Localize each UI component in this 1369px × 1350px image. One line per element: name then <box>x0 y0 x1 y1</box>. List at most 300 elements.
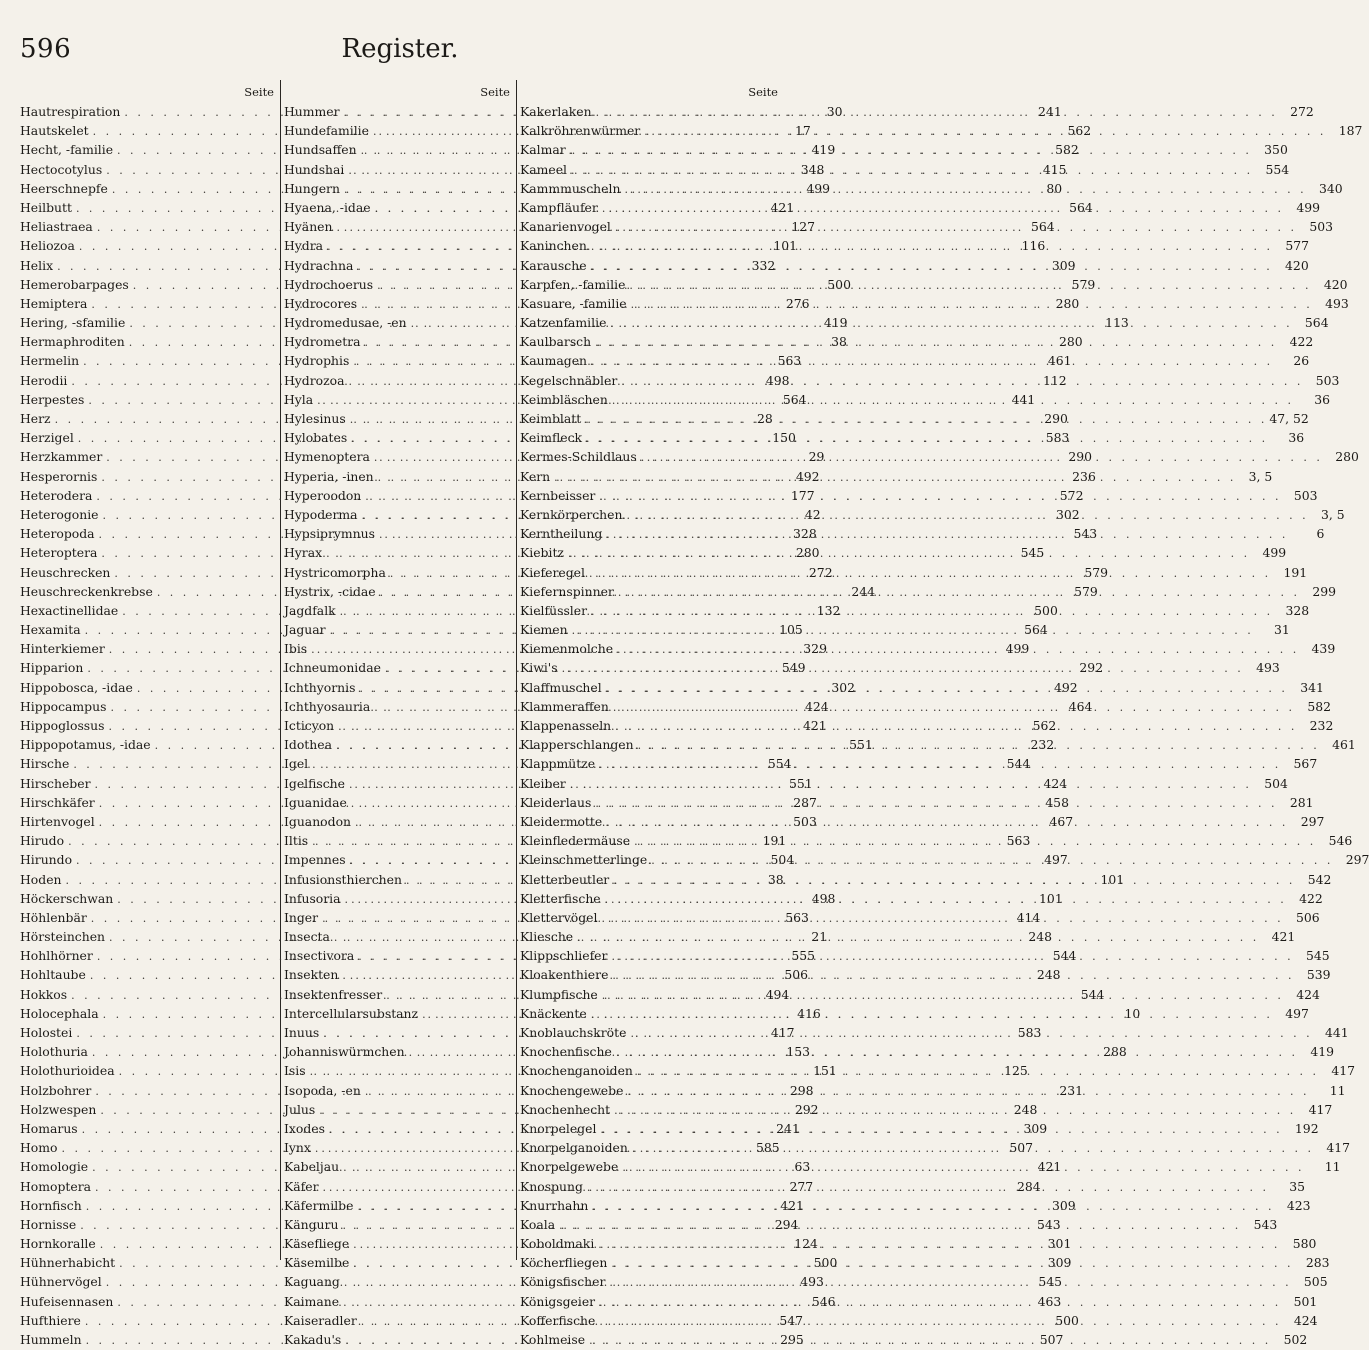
entry-page: 63 <box>794 1159 811 1175</box>
entry-term: Hexamita <box>20 622 81 638</box>
entry-term: Kiefernspinner <box>520 583 614 599</box>
entry-term: Hipparion <box>20 660 84 676</box>
leader-dots <box>583 1178 1269 1197</box>
entry-term: Knäckente <box>520 1005 587 1021</box>
entry-term: Knospung <box>520 1178 583 1194</box>
entry-page: 350 <box>1264 142 1288 158</box>
entry-term: Höckerschwan <box>20 890 114 906</box>
entry-page: 287 <box>793 794 817 810</box>
entry-page: 127 <box>791 219 815 235</box>
entry-page: 101 <box>1039 890 1063 906</box>
entry-page: 421 <box>1271 929 1296 945</box>
leader-dots <box>611 717 1297 736</box>
entry-term: Kasuare, -familie <box>520 295 627 311</box>
leader-dots <box>609 871 1295 890</box>
entry-term: Koala <box>520 1216 556 1232</box>
leader-dots <box>585 1331 1271 1350</box>
entry-page: 301 <box>1047 1236 1072 1252</box>
entry-term: Kleidermotte <box>520 813 603 829</box>
entry-term: Knochenhecht <box>520 1101 611 1117</box>
entry-term: Hundefamilie <box>284 123 369 139</box>
entry-page: 504 <box>770 852 795 868</box>
entry-term: Klettervögel <box>520 909 598 925</box>
entry-page: 153 <box>786 1044 811 1060</box>
entry-page: 502 <box>1283 1332 1308 1347</box>
entry-term: Heterodera <box>20 487 93 503</box>
entry-page: 461 <box>1332 737 1356 753</box>
entry-page: 497 <box>1044 852 1068 868</box>
leader-dots <box>637 448 1323 467</box>
entry-page: 26 <box>1293 353 1310 369</box>
entry-term: Käfermilbe <box>284 1197 354 1213</box>
entry-page: 500 <box>827 276 851 292</box>
entry-term: Inuus <box>284 1025 320 1040</box>
entry-page: 113 <box>1105 315 1129 331</box>
entry-page: 328 <box>793 526 817 542</box>
entry-term: Hesperornis <box>20 468 98 484</box>
entry-page: 297 <box>1300 813 1325 829</box>
entry-page: 458 <box>1045 794 1069 810</box>
entry-page: 545 <box>1305 948 1330 964</box>
entry-page: 498 <box>811 890 836 906</box>
entry-page: 577 <box>1285 238 1309 254</box>
entry-term: Insektenfresser <box>284 986 383 1002</box>
entry-term: Hering, -sfamilie <box>20 315 126 331</box>
entry-term: Homologie <box>20 1159 89 1175</box>
entry-term: Hyperoodon <box>284 487 362 503</box>
entry-term: Herzkammer <box>20 449 103 465</box>
entry-term: Kameel <box>520 161 568 177</box>
entry-page: 544 <box>1052 948 1077 964</box>
leader-dots <box>587 237 1273 256</box>
entry-page: 248 <box>1028 929 1053 945</box>
entry-page: 35 <box>1289 1178 1306 1194</box>
entry-term: Kohlmeise <box>520 1332 586 1347</box>
leader-dots <box>555 1216 1241 1235</box>
entry-term: Hühnerhabicht <box>20 1255 116 1271</box>
entry-term: Insecta <box>284 929 330 945</box>
entry-term: Insekten <box>284 967 339 983</box>
leader-dots <box>607 947 1293 966</box>
entry-page: 248 <box>1036 967 1061 983</box>
entry-term: Klammeraffen <box>520 698 609 714</box>
entry-term: Hörsteinchen <box>20 929 106 945</box>
entry-term: Koboldmaki <box>520 1236 595 1252</box>
entry-page: 294 <box>774 1216 799 1232</box>
entry-term: Karausche <box>520 257 587 273</box>
entry-term: Kakerlaken <box>520 104 592 119</box>
entry-page: 580 <box>1292 1236 1317 1252</box>
entry-page: 21 <box>811 929 828 945</box>
entry-term: Homarus <box>20 1120 78 1136</box>
entry-term: Igelfische <box>284 775 345 791</box>
entry-page: 292 <box>1079 660 1104 676</box>
entry-page: 332 <box>751 257 776 273</box>
entry-term: Knochenfische <box>520 1044 612 1060</box>
entry-term: Ixodes <box>284 1120 325 1136</box>
entry-term: Hemerobarpages <box>20 276 129 292</box>
leader-dots <box>607 1254 1293 1273</box>
entry-page: 248 <box>1013 1101 1038 1117</box>
leader-dots <box>558 659 1244 678</box>
entry-page: 28 <box>756 411 773 426</box>
leader-dots <box>582 429 1268 448</box>
entry-page: 30 <box>826 104 843 119</box>
entry-page: 551 <box>849 737 873 753</box>
entry-term: Igel <box>284 756 309 772</box>
entry-page: 132 <box>816 602 841 618</box>
entry-page: 497 <box>1285 1005 1309 1021</box>
entry-term: Hautrespiration <box>20 104 121 119</box>
entry-term: Känguru <box>284 1216 339 1232</box>
entry-term: Heuschreckenkrebse <box>20 583 153 599</box>
entry-term: Knochengewebe <box>520 1082 624 1098</box>
entry-page: 277 <box>789 1178 814 1194</box>
leader-dots <box>568 621 1254 640</box>
entry-term: Hornisse <box>20 1216 77 1232</box>
entry-page: 231 <box>1059 1082 1083 1098</box>
entry-term: Heterogonie <box>20 506 99 522</box>
entry-page: 439 <box>1311 641 1336 657</box>
entry-term: Klippschliefer <box>520 948 608 964</box>
leader-dots <box>587 352 1273 371</box>
entry-page: 29 <box>808 449 825 465</box>
entry-term: Karpfen, -familie <box>520 276 626 292</box>
leader-dots <box>608 966 1294 985</box>
entry-term: Hirtenvogel <box>20 813 95 829</box>
entry-term: Hühnervögel <box>20 1274 102 1290</box>
entry-page: 232 <box>1309 718 1334 733</box>
leader-dots <box>567 161 1253 180</box>
entry-term: Kloakenthiere <box>520 967 609 983</box>
entry-term: Klaffmuschel <box>520 679 602 695</box>
entry-page: 582 <box>1307 698 1332 714</box>
entry-page: 543 <box>1036 1216 1061 1232</box>
entry-page: 290 <box>1044 411 1068 426</box>
leader-dots <box>633 1062 1319 1081</box>
entry-page: 124 <box>794 1236 818 1252</box>
entry-page: 503 <box>1309 219 1334 235</box>
entry-term: Keimblatt <box>520 411 582 426</box>
entry-page: 101 <box>1100 871 1125 887</box>
entry-term: Holzwespen <box>20 1101 97 1117</box>
entry-page: 542 <box>1307 871 1332 887</box>
entry-term: Julus <box>284 1101 316 1117</box>
page-title: Register. <box>341 34 459 64</box>
entry-page: 564 <box>1069 199 1093 215</box>
entry-term: Hirscheber <box>20 775 91 791</box>
entry-page: 544 <box>1006 756 1031 772</box>
entry-page: 422 <box>1299 890 1323 906</box>
entry-page: 280 <box>1055 295 1080 311</box>
leader-dots <box>609 698 1295 717</box>
entry-term: Kaulbarsch <box>520 334 592 350</box>
leader-dots <box>634 736 1320 755</box>
leader-dots <box>592 103 1278 122</box>
entry-page: 499 <box>1005 641 1030 657</box>
entry-term: Herz <box>20 411 51 426</box>
entry-page: 244 <box>851 583 875 599</box>
entry-term: Holothuria <box>20 1044 88 1060</box>
entry-page: 191 <box>762 833 787 849</box>
entry-page: 562 <box>1067 123 1092 139</box>
leader-dots <box>611 218 1297 237</box>
entry-term: Herpestes <box>20 391 85 407</box>
entry-term: Icticyon <box>284 718 335 733</box>
entry-page: 281 <box>1289 794 1314 810</box>
leader-dots <box>550 468 1236 487</box>
entry-term: Hippopotamus, -idae <box>20 737 151 753</box>
entry-term: Hydrochoerus <box>284 276 374 292</box>
entry-term: Klappenasseln <box>520 718 612 733</box>
entry-term: Höhlenbär <box>20 909 87 925</box>
entry-term: Königsgeier <box>520 1293 596 1309</box>
entry-page: 493 <box>1256 660 1280 676</box>
entry-term: Herzigel <box>20 430 74 446</box>
entry-page: 554 <box>1265 161 1290 177</box>
entry-term: Heerschnepfe <box>20 180 108 196</box>
entry-term: Idothea <box>284 737 332 753</box>
entry-page: 564 <box>1031 219 1055 235</box>
entry-term: Heliozoa <box>20 238 75 254</box>
entry-term: Holzbohrer <box>20 1082 92 1098</box>
entry-term: Kernkörperchen <box>520 506 623 522</box>
entry-term: Hectocotylus <box>20 161 103 177</box>
entry-term: Intercellularsubstanz <box>284 1005 419 1021</box>
entry-page: 276 <box>785 295 810 311</box>
entry-page: 299 <box>1312 583 1336 599</box>
entry-term: Hylobates <box>284 430 348 446</box>
leader-dots <box>626 1024 1312 1043</box>
entry-term: Herodii <box>20 372 68 388</box>
entry-page: 38 <box>831 334 847 350</box>
entry-page: 583 <box>1045 430 1070 446</box>
entry-term: Hyaena, -idae <box>284 199 371 215</box>
entry-page: 11 <box>1324 1159 1341 1175</box>
entry-page: 328 <box>1285 602 1310 618</box>
leader-dots <box>602 525 1288 544</box>
entry-term: Kalkröhrenwürmer <box>520 123 641 139</box>
entry-page: 507 <box>1009 1140 1034 1156</box>
entry-page: 505 <box>1303 1274 1328 1290</box>
entry-page: 125 <box>1004 1063 1028 1079</box>
entry-page: 420 <box>1323 276 1348 292</box>
entry-term: Hypoderma <box>284 506 358 522</box>
entry-page: 10 <box>1124 1005 1141 1021</box>
entry-term: Hermelin <box>20 353 80 369</box>
entry-term: Katzenfamilie <box>520 315 607 331</box>
entry-page: 464 <box>1068 698 1093 714</box>
entry-page: 36 <box>1314 391 1330 407</box>
entry-term: Klumpfische <box>520 986 598 1002</box>
entry-term: Keimbläschen <box>520 391 608 407</box>
entry-page: 492 <box>795 468 820 484</box>
entry-page: 280 <box>795 545 820 561</box>
entry-page: 298 <box>789 1082 814 1098</box>
leader-dots <box>566 141 1252 160</box>
entry-term: Hermaphroditen <box>20 334 125 350</box>
entry-term: Hinterkiemer <box>20 641 105 657</box>
entry-page: 572 <box>1059 487 1084 503</box>
entry-page: 241 <box>1038 104 1062 119</box>
entry-page: 38 <box>767 871 784 887</box>
entry-page: 500 <box>1055 1312 1079 1328</box>
entry-term: Knoblauchskröte <box>520 1025 627 1040</box>
entry-term: Iguanidae <box>284 794 347 810</box>
entry-term: Kliesche <box>520 929 574 945</box>
entry-page: 499 <box>1262 545 1287 561</box>
entry-page: 554 <box>767 756 792 772</box>
entry-term: Käsefliege <box>284 1236 350 1252</box>
entry-term: Hoden <box>20 871 62 887</box>
entry-term: Königsfischer <box>520 1274 606 1290</box>
entry-term: Hippoglossus <box>20 718 105 733</box>
leader-dots <box>588 1197 1274 1216</box>
entry-page: 302 <box>831 679 856 695</box>
entry-term: Hirschkäfer <box>20 794 95 810</box>
leader-dots <box>623 1082 1309 1101</box>
entry-page: 309 <box>1051 257 1076 273</box>
seite-label: Seite <box>748 85 778 99</box>
entry-page: 545 <box>1038 1274 1063 1290</box>
entry-page: 500 <box>813 1255 838 1271</box>
entry-term: Kleinschmetterlinge <box>520 852 648 868</box>
leader-dots <box>566 775 1252 794</box>
entry-page: 563 <box>1006 833 1031 849</box>
entry-page: 564 <box>782 391 807 407</box>
entry-page: 295 <box>780 1332 804 1347</box>
entry-page: 583 <box>1017 1025 1042 1040</box>
entry-term: Homo <box>20 1140 58 1156</box>
entry-term: Hydrozoa <box>284 372 345 388</box>
entry-page: 348 <box>800 161 825 177</box>
entry-term: Kiebitz <box>520 545 564 561</box>
entry-term: Impennes <box>284 852 346 868</box>
seite-label: Seite <box>244 85 274 99</box>
entry-term: Hundsaffen <box>284 142 357 158</box>
entry-term: Hydrachna <box>284 257 354 273</box>
entry-term: Hautskelet <box>20 123 89 139</box>
entry-page: 417 <box>770 1025 795 1040</box>
leader-dots <box>612 1043 1298 1062</box>
entry-term: Iynx <box>284 1140 311 1156</box>
entry-page: 417 <box>1326 1140 1350 1156</box>
entry-page: 329 <box>803 641 827 657</box>
entry-page: 309 <box>1047 1255 1072 1271</box>
entry-page: 419 <box>823 315 848 331</box>
entry-page: 551 <box>789 775 813 791</box>
leader-dots <box>601 890 1287 909</box>
entry-term: Keimfleck <box>520 430 583 446</box>
entry-page: 546 <box>1328 833 1353 849</box>
entry-page: 544 <box>1080 986 1105 1002</box>
entry-page: 309 <box>1051 1197 1076 1213</box>
entry-term: Isopoda, -en <box>284 1082 361 1098</box>
entry-term: Ibis <box>284 641 308 657</box>
leader-dots <box>613 640 1299 659</box>
leader-dots <box>581 410 1267 429</box>
entry-page: 424 <box>1296 986 1320 1002</box>
entry-page: 424 <box>1043 775 1068 791</box>
entry-term: Infusionsthierchen <box>284 871 402 887</box>
entry-page: 546 <box>811 1293 836 1309</box>
entry-page: 290 <box>1068 449 1093 465</box>
entry-term: Jaguar <box>284 622 326 638</box>
entry-page: 564 <box>1024 622 1048 638</box>
entry-page: 417 <box>1331 1063 1356 1079</box>
entry-term: Kiwi's <box>520 660 558 676</box>
entry-term: Käsemilbe <box>284 1255 350 1271</box>
entry-term: Hydrocores <box>284 295 358 311</box>
entry-term: Johanniswürmchen <box>284 1044 405 1060</box>
entry-page: 567 <box>1293 756 1318 772</box>
entry-page: 506 <box>1295 909 1320 925</box>
leader-dots <box>591 333 1277 352</box>
entry-term: Klapperschlangen <box>520 737 634 753</box>
leader-dots <box>608 391 1294 410</box>
leader-dots <box>610 1101 1296 1120</box>
entry-term: Hungern <box>284 180 340 196</box>
leader-dots <box>595 755 1281 774</box>
entry-page: 414 <box>1016 909 1041 925</box>
leader-dots <box>598 199 1284 218</box>
entry-page: 341 <box>1300 679 1324 695</box>
entry-term: Hufeisennasen <box>20 1293 114 1309</box>
entry-page: 80 <box>1046 180 1063 196</box>
entry-term: Kiemenmolche <box>520 641 614 657</box>
entry-page: 421 <box>803 718 827 733</box>
entry-term: Hyrax <box>284 545 323 561</box>
entry-page: 506 <box>784 967 808 983</box>
entry-page: 42 <box>804 506 821 522</box>
entry-page: 421 <box>770 199 795 215</box>
entry-page: 563 <box>785 909 809 925</box>
entry-page: 187 <box>1338 123 1363 139</box>
entry-term: Heteropoda <box>20 526 95 542</box>
entry-term: Hecht, -familie <box>20 142 114 158</box>
leader-dots <box>564 544 1250 563</box>
entry-page: 272 <box>808 564 833 580</box>
leader-dots <box>585 564 1271 583</box>
entry-page: 283 <box>1305 1255 1330 1271</box>
entry-page: 547 <box>779 1312 804 1328</box>
entry-term: Knorpelegel <box>520 1120 597 1136</box>
entry-term: Hymenoptera <box>284 449 370 465</box>
entry-term: Knochenganoiden <box>520 1063 633 1079</box>
entry-page: 423 <box>1286 1197 1311 1213</box>
leader-dots <box>598 986 1284 1005</box>
leader-dots <box>628 1139 1314 1158</box>
entry-page: 101 <box>773 238 798 254</box>
entry-term: Hohlhörner <box>20 948 93 964</box>
entry-term: Kabeljau <box>284 1159 340 1175</box>
entry-page: 419 <box>1310 1044 1334 1060</box>
entry-page: 499 <box>806 180 830 196</box>
entry-page: 549 <box>781 660 806 676</box>
entry-page: 292 <box>794 1101 819 1117</box>
entry-term: Hyla <box>284 391 314 407</box>
entry-term: Hyperia, -inen <box>284 468 374 484</box>
entry-page: 419 <box>811 142 836 158</box>
leader-dots <box>595 1312 1281 1331</box>
leader-dots <box>602 679 1288 698</box>
entry-term: Kaiseradler <box>284 1312 357 1328</box>
entry-term: Hippobosca, -idae <box>20 679 133 695</box>
entry-term: Hylesinus <box>284 411 346 426</box>
entry-term: Hufthiere <box>20 1312 81 1328</box>
entry-page: 585 <box>755 1140 780 1156</box>
entry-page: 579 <box>1071 276 1096 292</box>
